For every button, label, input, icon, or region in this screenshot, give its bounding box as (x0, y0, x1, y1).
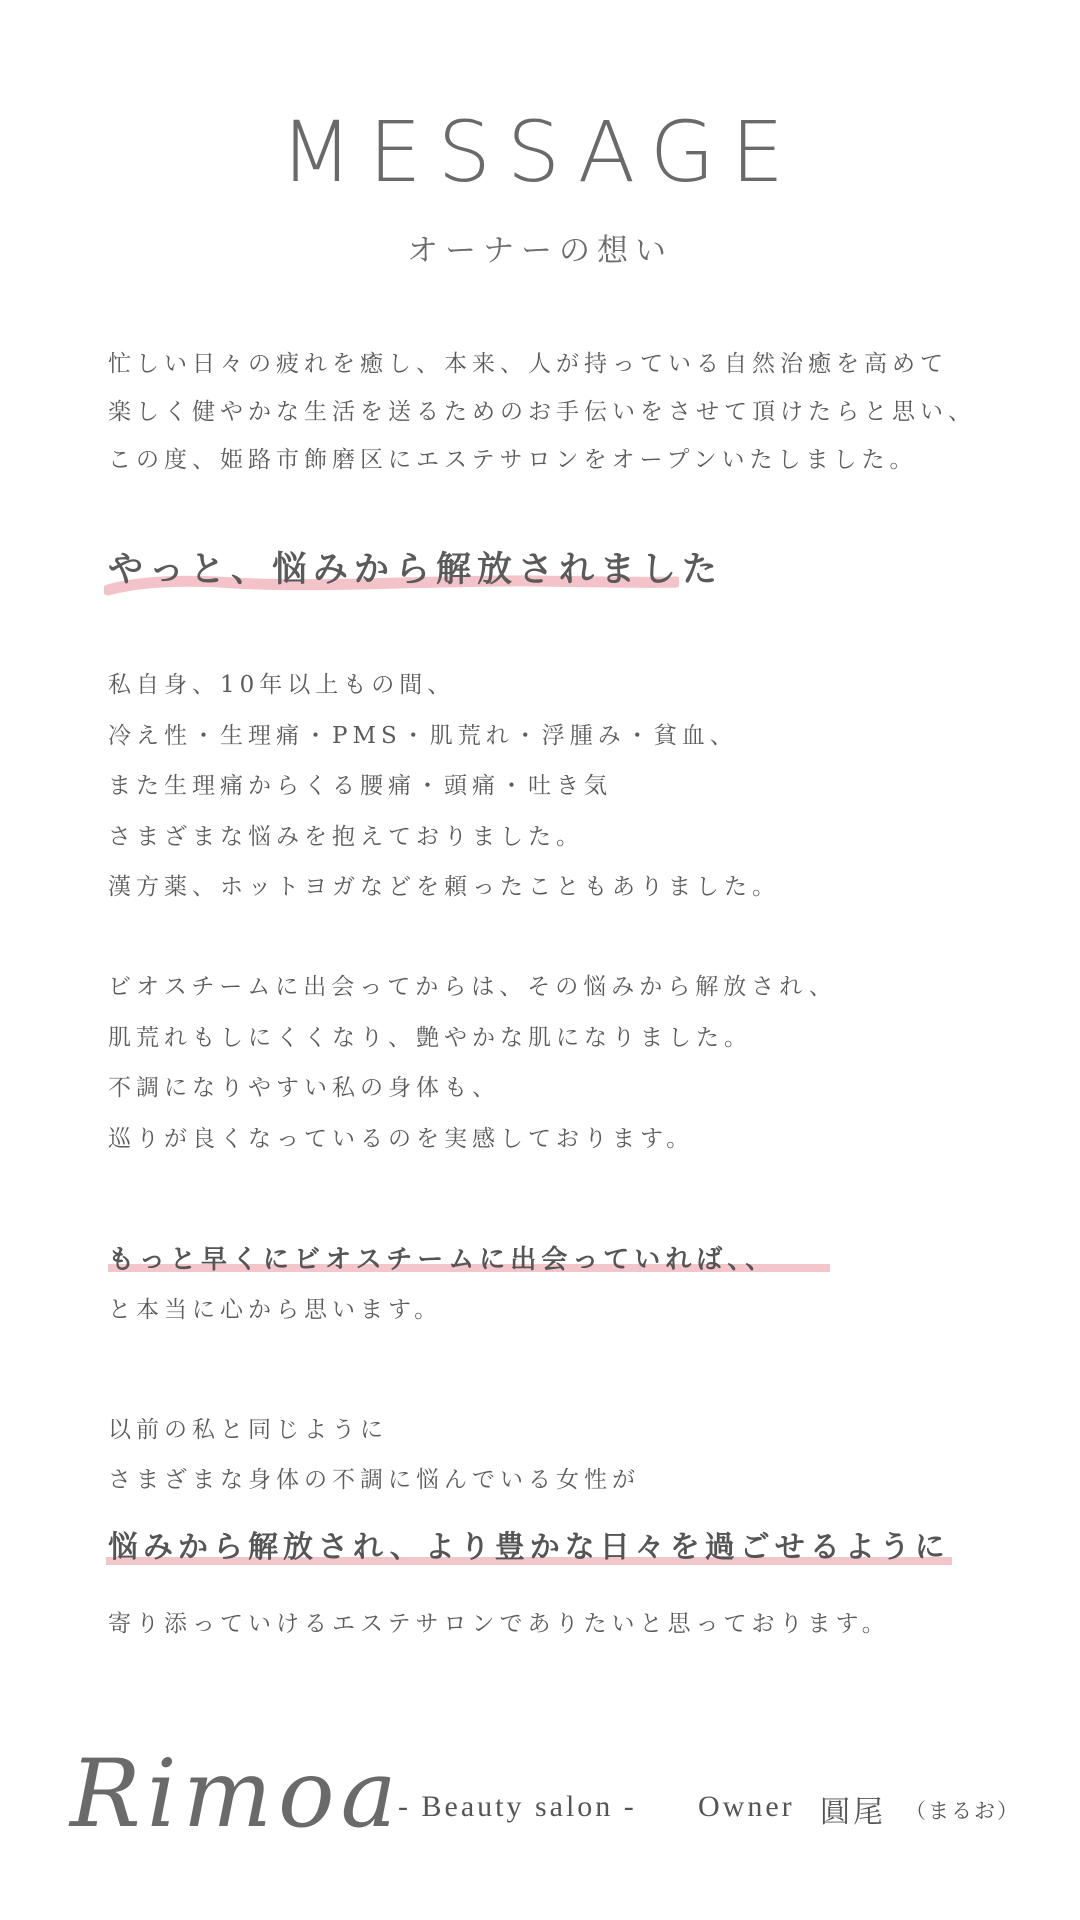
emphasis-line-1: もっと早くにビオスチームに出会っていれば、、 (108, 1245, 777, 1275)
emphasis-line-2: 悩みから解放され、より豊かな日々を過ごせるように (108, 1530, 950, 1565)
story-line: 巡りが良くなっているのを実感しております。 (108, 1125, 695, 1152)
story-line: ビオスチームに出会ってからは、その悩みから解放され、 (108, 974, 837, 1000)
story-line: 冷え性・生理痛・PMS・肌荒れ・浮腫み・貧血、 (108, 722, 738, 749)
story-line: 漢方薬、ホットヨガなどを頼ったこともありました。 (108, 874, 780, 900)
brand-tagline: - Beauty salon - (398, 1790, 637, 1823)
intro-line: この度、姫路市飾磨区にエステサロンをオープンいたしました。 (108, 447, 918, 473)
story-line: 以前の私と同じように (108, 1417, 388, 1443)
section-heading: やっと、悩みから解放されました (108, 549, 724, 590)
intro-line: 忙しい日々の疲れを癒し、本来、人が持っている自然治癒を高めて (108, 351, 948, 377)
story-line: と本当に心から思います。 (108, 1297, 443, 1323)
story-line: 不調になりやすい私の身体も、 (108, 1075, 500, 1101)
brand-logo: Rimoa (70, 1740, 403, 1849)
signature (70, 1735, 1030, 1855)
story-paragraph-2 (108, 962, 1008, 1164)
story-line: さまざまな身体の不調に悩んでいる女性が (108, 1467, 640, 1493)
story-paragraph-3 (108, 1405, 1008, 1505)
emphasis-followup (108, 1290, 1008, 1330)
owner-name-reading: （まるお） (905, 1799, 1020, 1823)
intro-paragraph (108, 340, 1008, 484)
story-paragraph-1 (108, 660, 1008, 913)
owner-label: Owner (698, 1790, 795, 1823)
owner-name: 圓尾 (820, 1795, 886, 1830)
closing-line: 寄り添っていけるエステサロンでありたいと思っております。 (108, 1611, 890, 1637)
story-line: 肌荒れもしにくくなり、艶やかな肌になりました。 (108, 1024, 752, 1051)
page-subtitle: オーナーの想い (407, 233, 673, 269)
story-line: 私自身、10年以上もの間、 (108, 672, 456, 698)
story-line: また生理痛からくる腰痛・頭痛・吐き気 (108, 773, 612, 799)
story-line: さまざまな悩みを抱えておりました。 (108, 823, 584, 850)
intro-line: 楽しく健やかな生活を送るためのお手伝いをさせて頂けたらと思い、 (108, 399, 976, 425)
page-title: MESSAGE (280, 103, 800, 201)
closing-paragraph (108, 1602, 1008, 1646)
